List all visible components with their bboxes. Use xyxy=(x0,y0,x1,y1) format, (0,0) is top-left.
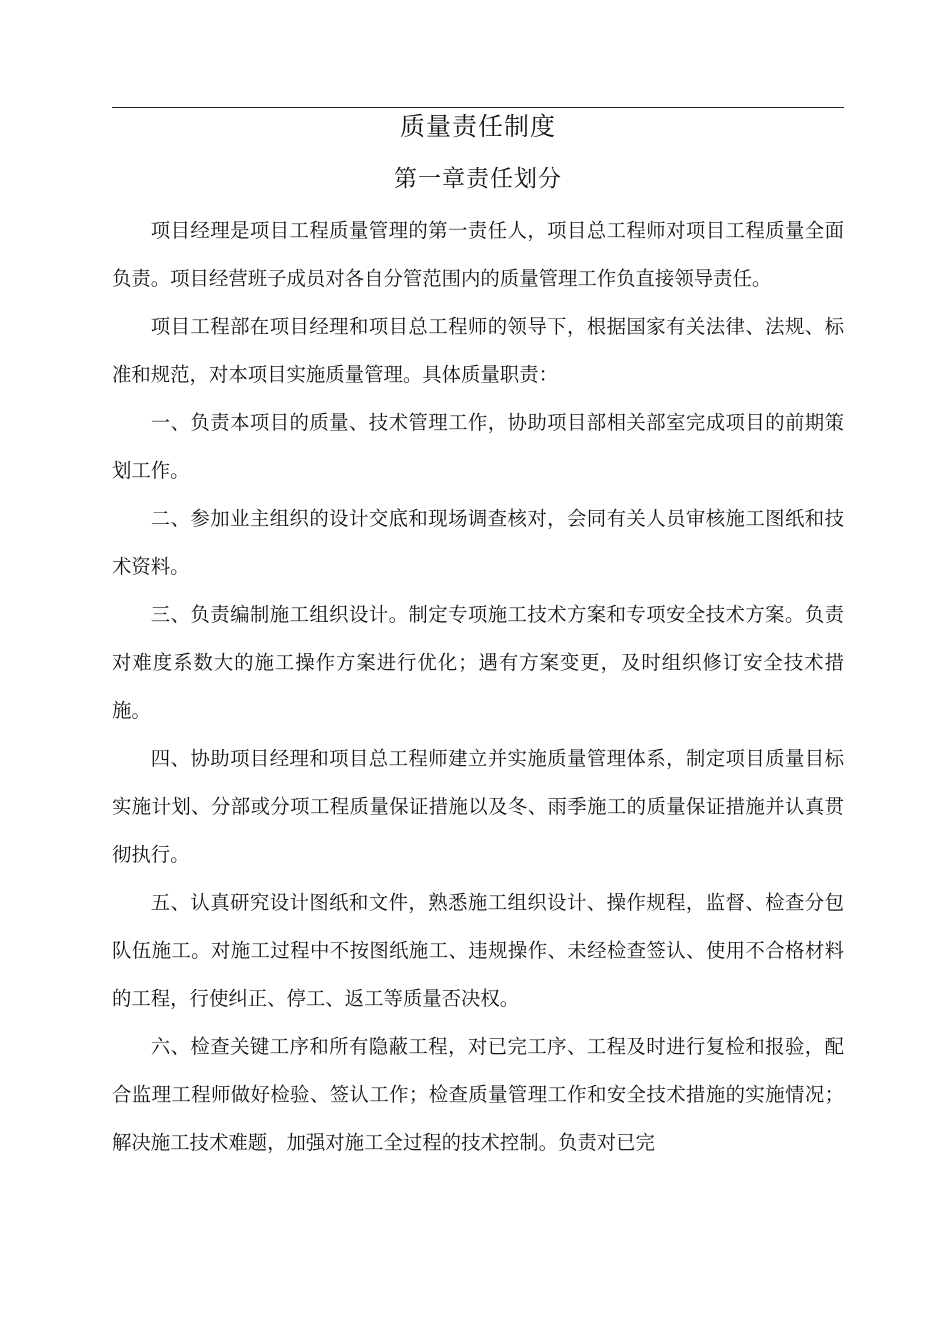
paragraph-duty-1: 一、负责本项目的质量、技术管理工作，协助项目部相关部室完成项目的前期策划工作。 xyxy=(112,411,844,482)
document-title: 质量责任制度 xyxy=(399,112,556,141)
paragraph-duty-5: 五、认真研究设计图纸和文件，熟悉施工组织设计、操作规程，监督、检查分包队伍施工。对施工过程中不按图纸施工、违规操作、未经检查签认、使用不合格材料的工程，行使纠正、停工、返工等质量否决权。 xyxy=(112,891,844,1010)
chapter-title: 第一章责任划分 xyxy=(394,166,562,192)
paragraph-duty-6: 六、检查关键工序和所有隐蔽工程，对已完工序、工程及时进行复检和报验，配合监理工程师做好检验、签认工作；检查质量管理工作和安全技术措施的实施情况；解决施工技术难题，加强对施工全过程的技术控制。负责对已完 xyxy=(112,1035,844,1154)
document-body xyxy=(112,207,844,1167)
paragraph-duty-2: 二、参加业主组织的设计交底和现场调查核对，会同有关人员审核施工图纸和技术资料。 xyxy=(112,507,844,578)
paragraph-engineering-dept: 项目工程部在项目经理和项目总工程师的领导下，根据国家有关法律、法规、标准和规范，对本项目实施质量管理。具体质量职责： xyxy=(112,315,844,386)
paragraph-duty-3: 三、负责编制施工组织设计。制定专项施工技术方案和专项安全技术方案。负责对难度系数大的施工操作方案进行优化；遇有方案变更，及时组织修订安全技术措施。 xyxy=(112,603,844,722)
paragraph-responsibility-overview: 项目经理是项目工程质量管理的第一责任人，项目总工程师对项目工程质量全面负责。项目经营班子成员对各自分管范围内的质量管理工作负直接领导责任。 xyxy=(112,219,844,290)
paragraph-duty-4: 四、协助项目经理和项目总工程师建立并实施质量管理体系，制定项目质量目标实施计划、分部或分项工程质量保证措施以及冬、雨季施工的质量保证措施并认真贯彻执行。 xyxy=(112,747,844,866)
